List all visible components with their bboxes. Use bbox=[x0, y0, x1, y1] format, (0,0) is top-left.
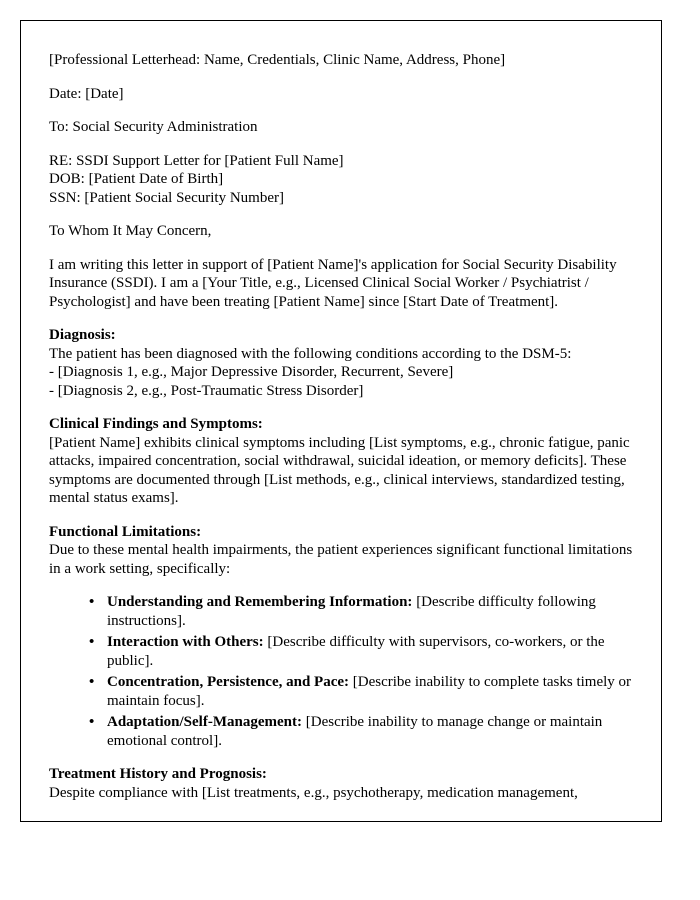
treatment-history-heading: Treatment History and Prognosis: bbox=[49, 766, 267, 782]
list-item-label: Concentration, Persistence, and Pace: bbox=[107, 674, 350, 690]
clinical-findings-heading: Clinical Findings and Symptoms: bbox=[49, 416, 263, 432]
list-item-text: [Describe difficulty with supervisors, co-workers, or the public]. bbox=[107, 634, 605, 669]
dob-line: DOB: [Patient Date of Birth] bbox=[49, 171, 224, 187]
ssn-line: SSN: [Patient Social Security Number] bbox=[49, 189, 284, 206]
functional-limitations-list bbox=[49, 593, 633, 750]
list-item bbox=[89, 593, 633, 630]
functional-limitations-heading: Functional Limitations: bbox=[49, 523, 202, 540]
intro-paragraph: I am writing this letter in support of [Patient Name]'s application for Social Security Disability Insurance (SSDI). I am a [Your Title, e.g., Licensed Clinical Social Worker / Psychiatrist / Psychologist] and have been treating [Patient Name] since [Start Date of Treatment]. bbox=[49, 256, 617, 310]
clinical-findings-body: [Patient Name] exhibits clinical symptoms including [List symptoms, e.g., chronic fatigue, panic attacks, impaired concentration, social withdrawal, suicidal ideation, or memory deficits]. These symptoms are documented through [List methods, e.g., clinical interviews, standardized testing, mental status exams]. bbox=[49, 434, 630, 506]
re-line: RE: SSDI Support Letter for [Patient Full Name] bbox=[49, 152, 344, 169]
diagnosis-item: - [Diagnosis 2, e.g., Post-Traumatic Stress Disorder] bbox=[49, 382, 364, 399]
salutation: To Whom It May Concern, bbox=[49, 223, 212, 239]
functional-limitations-body: Due to these mental health impairments, the patient experiences significant functional limitations in a work setting, specifically: bbox=[49, 542, 633, 577]
letterhead-placeholder: [Professional Letterhead: Name, Credentials, Clinic Name, Address, Phone] bbox=[49, 52, 506, 68]
list-item bbox=[89, 633, 633, 670]
list-item-label: Interaction with Others: bbox=[107, 634, 264, 650]
list-item bbox=[89, 673, 633, 710]
list-item-text: [Describe inability to complete tasks timely or maintain focus]. bbox=[107, 674, 632, 709]
section-diagnosis bbox=[49, 326, 633, 400]
list-item-label: Adaptation/Self-Management: bbox=[107, 714, 302, 730]
date-line: Date: [Date] bbox=[49, 85, 124, 102]
diagnosis-item: - [Diagnosis 1, e.g., Major Depressive Disorder, Recurrent, Severe] bbox=[49, 364, 454, 380]
diagnosis-body: The patient has been diagnosed with the following conditions according to the DSM-5: bbox=[49, 345, 572, 362]
list-item-text: [Describe inability to manage change or maintain emotional control]. bbox=[107, 714, 603, 749]
diagnosis-heading: Diagnosis: bbox=[49, 327, 116, 343]
recipient-line: To: Social Security Administration bbox=[49, 119, 258, 135]
section-functional-limitations bbox=[49, 523, 633, 579]
reference-block bbox=[49, 152, 633, 208]
list-item bbox=[89, 713, 633, 750]
list-item-text: [Describe difficulty following instructions]. bbox=[107, 594, 596, 629]
section-treatment-history bbox=[49, 765, 633, 802]
treatment-history-body: Despite compliance with [List treatments, e.g., psychotherapy, medication management, bbox=[49, 784, 578, 801]
section-clinical-findings bbox=[49, 415, 633, 508]
list-item-label: Understanding and Remembering Information: bbox=[107, 594, 413, 610]
letter-container bbox=[20, 20, 662, 822]
